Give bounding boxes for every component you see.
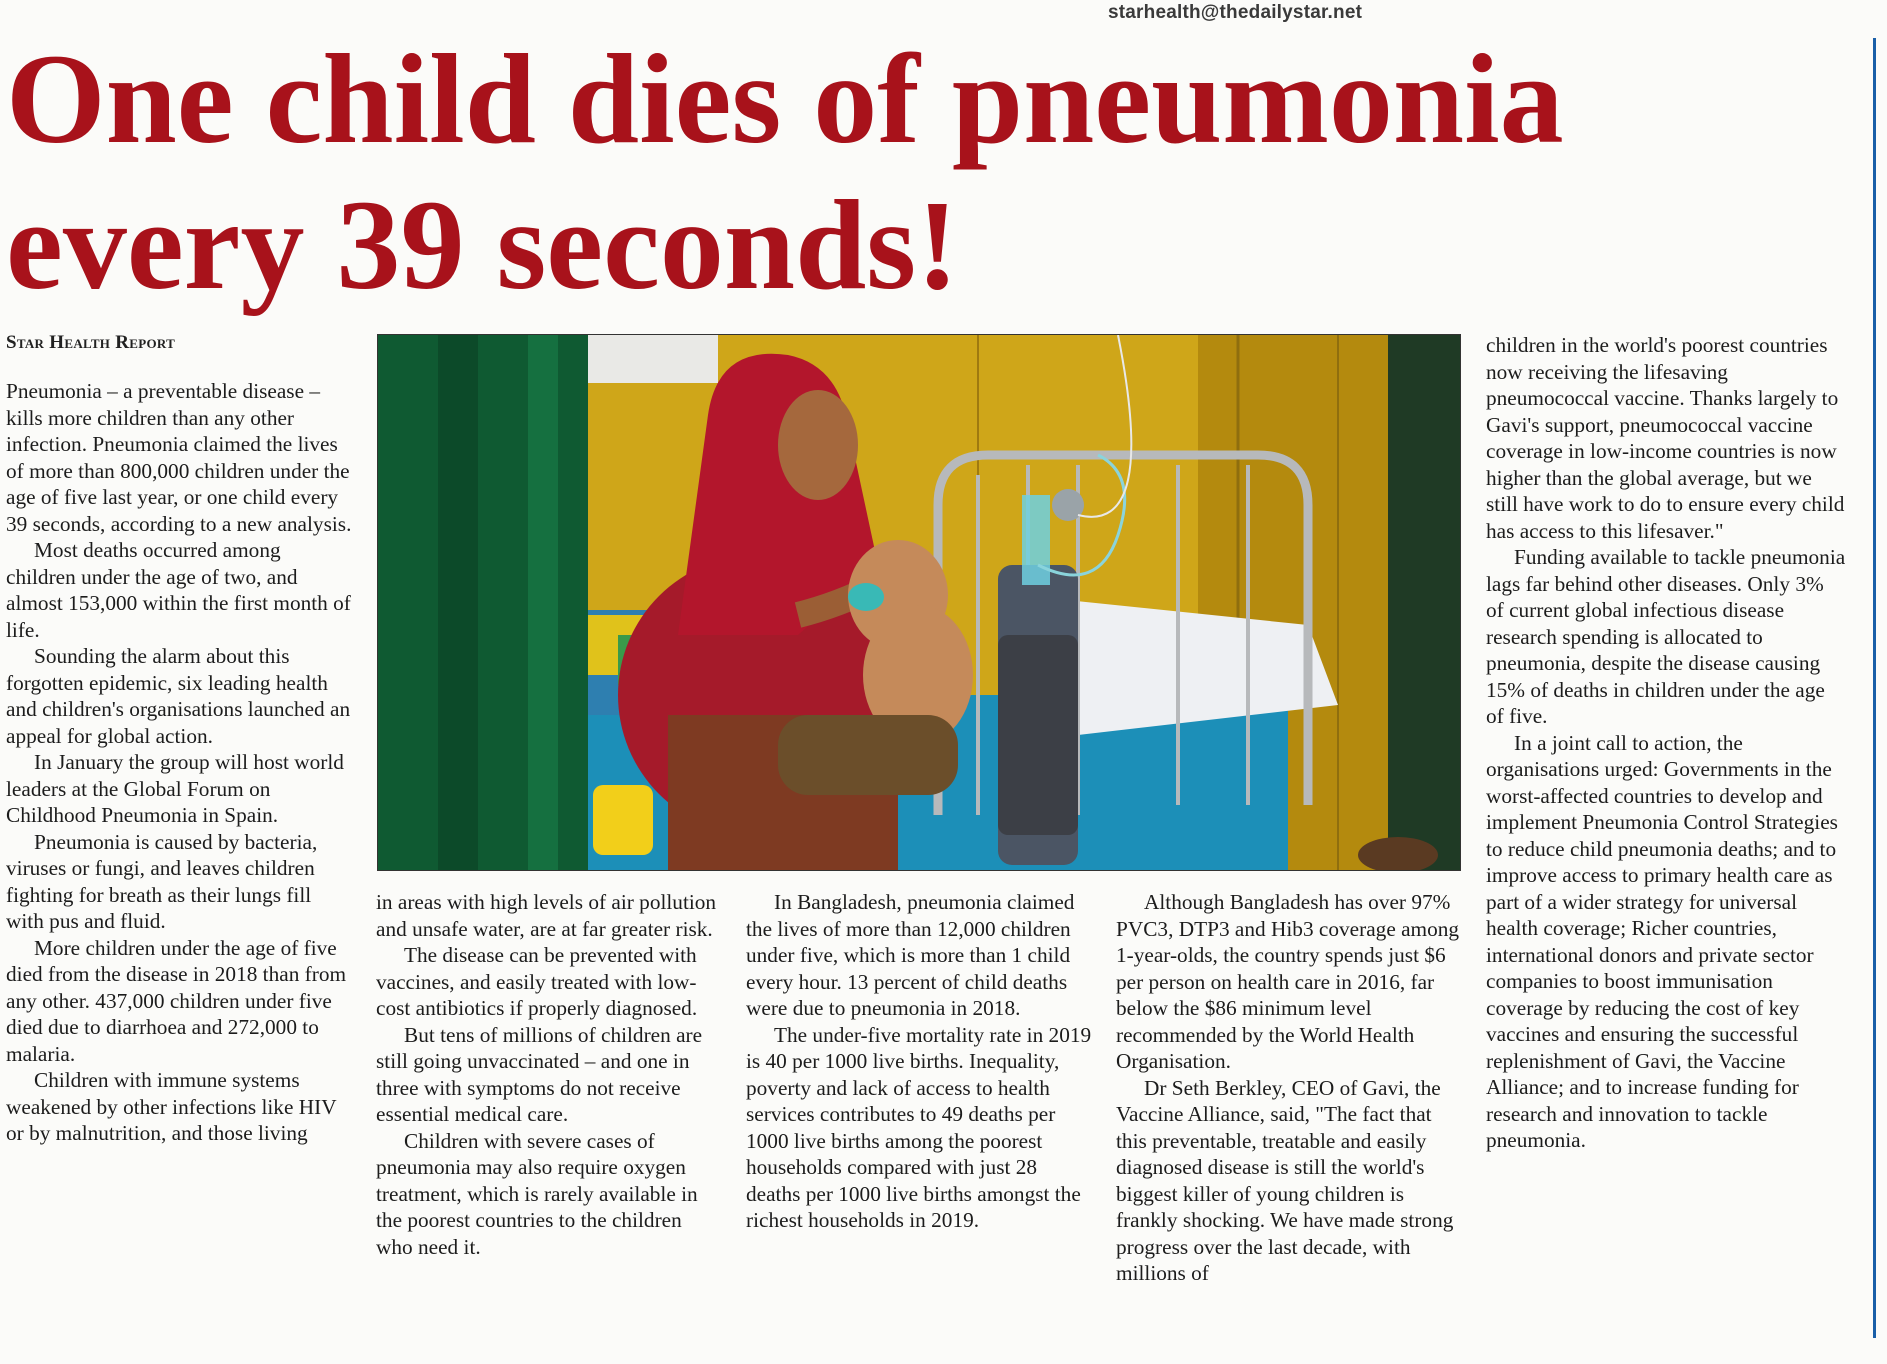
page-edge-rule (1873, 38, 1876, 1338)
paragraph: In Bangladesh, pneumonia claimed the lives of more than 12,000 children under five, which is more than 1 child every hour. 13 percent of child deaths were due to pneumonia in 2018. (746, 890, 1075, 1020)
paragraph: Pneumonia – a preventable disease – kills more children than any other infection. Pneumonia claimed the lives of more than 800,000 children under the age of five last year, or one child every 39 seconds, according to a new analysis. (6, 379, 352, 536)
article-photo (377, 334, 1461, 871)
paragraph: Although Bangladesh has over 97% PVC3, DTP3 and Hib3 coverage among 1-year-olds, the country spends just $6 per person on health care in 2016, far below the $86 minimum level recommended by the World Health Organisation. (1116, 890, 1460, 1073)
paragraph: More children under the age of five died from the disease in 2018 than from any other. 437,000 children under five died due to diarrhoea and 272,000 to malaria. (6, 935, 347, 1066)
contact-email[interactable]: starhealth@thedailystar.net (1108, 2, 1363, 23)
article-column-3 (746, 889, 1092, 1234)
headline (6, 26, 1866, 318)
headline-line-2: every 39 seconds! (6, 174, 959, 316)
mother-and-child-with-oxygen-mask-icon (378, 335, 1460, 870)
paragraph: Funding available to tackle pneumonia lags far behind other diseases. Only 3% of current global infectious disease research spending is allocated to pneumonia, despite the disease causing 15% of deaths in children under the age of five. (1486, 545, 1846, 728)
paragraph: in areas with high levels of air pollution and unsafe water, are at far greater risk. (376, 890, 717, 941)
paragraph: The under-five mortality rate in 2019 is 40 per 1000 live births. Inequality, poverty and lack of access to health services contributes to 49 deaths per 1000 live births among the poorest households compared with just 28 deaths per 1000 live births amongst the richest households in 2019. (746, 1022, 1092, 1232)
paragraph: Dr Seth Berkley, CEO of Gavi, the Vaccine Alliance, said, "The fact that this preventable, treatable and easily diagnosed disease is still the world's biggest killer of young children is frankly shocking. We have made strong progress over the last decade, with millions of (1116, 1075, 1454, 1285)
article-column-5 (1486, 332, 1846, 1154)
paragraph: Sounding the alarm about this forgotten epidemic, six leading health and children's organisations launched an appeal for global action. (6, 644, 351, 748)
paragraph: children in the world's poorest countries now receiving the lifesaving pneumococcal vaccine. Thanks largely to Gavi's support, pneumococcal vaccine coverage in low-income countries is now higher than the global average, but we still have work to do to ensure every child has access to this lifesaver." (1486, 333, 1845, 543)
paragraph: The disease can be prevented with vaccines, and easily treated with low-cost antibiotics if properly diagnosed. (376, 943, 698, 1020)
paragraph: But tens of millions of children are still going unvaccinated – and one in three with symptoms do not receive essential medical care. (376, 1022, 703, 1126)
paragraph: Children with severe cases of pneumonia may also require oxygen treatment, which is rarely available in the poorest countries to the children who need it. (376, 1128, 698, 1259)
article-column-2 (376, 889, 722, 1260)
headline-line-1: One child dies of pneumonia (6, 28, 1564, 170)
article-column-4 (1116, 889, 1462, 1287)
paragraph: Children with immune systems weakened by other infections like HIV or by malnutrition, and those living (6, 1068, 337, 1145)
byline: Star Health Report (6, 332, 176, 353)
article-column-1 (6, 378, 352, 1147)
paragraph: Pneumonia is caused by bacteria, viruses or fungi, and leaves children fighting for breath as their lungs fill with pus and fluid. (6, 829, 318, 933)
paragraph: In January the group will host world leaders at the Global Forum on Childhood Pneumonia in Spain. (6, 750, 344, 827)
paragraph: Most deaths occurred among children under the age of two, and almost 153,000 within the first month of life. (6, 538, 351, 642)
paragraph: In a joint call to action, the organisations urged: Governments in the worst-affected countries to develop and implement Pneumonia Control Strategies to reduce child pneumonia deaths; and to improve access to primary health care as part of a wider strategy for universal health coverage; Richer countries, international donors and private sector companies to boost immunisation coverage by reducing the cost of key vaccines and ensuring the successful replenishment of Gavi, the Vaccine Alliance; and to increase funding for research and innovation to tackle pneumonia. (1486, 730, 1838, 1152)
